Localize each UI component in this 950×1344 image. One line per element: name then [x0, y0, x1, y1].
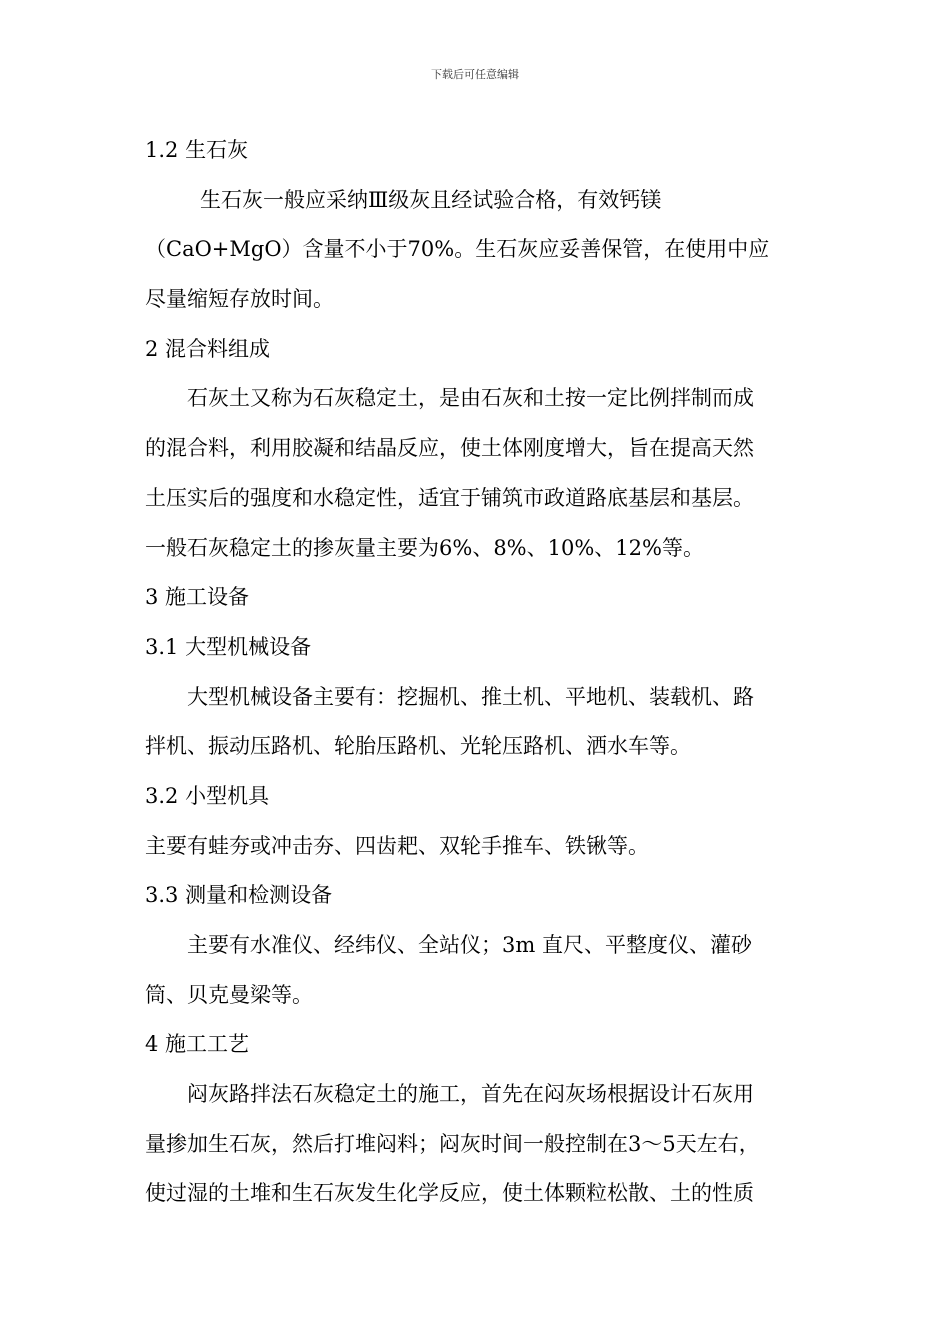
page-header: 下载后可任意编辑 [431, 68, 519, 81]
paragraph-line: 大型机械设备主要有：挖掘机、推土机、平地机、装载机、路 [187, 684, 754, 709]
document-body [145, 126, 810, 1219]
paragraph-line: （CaO+MgO）含量不小于70%。生石灰应妥善保管，在使用中应 [145, 237, 770, 262]
paragraph-line: 石灰土又称为石灰稳定土，是由石灰和土按一定比例拌制而成 [187, 386, 754, 411]
paragraph-line: 拌机、振动压路机、轮胎压路机、光轮压路机、洒水车等。 [145, 734, 691, 759]
paragraph-line: 闷灰路拌法石灰稳定土的施工，首先在闷灰场根据设计石灰用 [187, 1082, 754, 1107]
paragraph-line: 土压实后的强度和水稳定性，适宜于铺筑市政道路底基层和基层。 [145, 485, 754, 510]
section-heading-3-2: 3.2 小型机具 [145, 783, 270, 808]
section-heading-4: 4 施工工艺 [145, 1032, 250, 1057]
paragraph-line: 的混合料，利用胶凝和结晶反应，使土体刚度增大，旨在提高天然 [145, 436, 754, 461]
paragraph-line: 使过湿的土堆和生石灰发生化学反应，使土体颗粒松散、土的性质 [145, 1181, 754, 1206]
section-heading-3-3: 3.3 测量和检测设备 [145, 883, 333, 908]
paragraph-line: 一般石灰稳定土的掺灰量主要为6%、8%、10%、12%等。 [145, 535, 704, 560]
paragraph-line: 生石灰一般应采纳Ⅲ级灰且经试验合格，有效钙镁 [200, 187, 662, 212]
section-heading-1-2: 1.2 生石灰 [145, 138, 249, 162]
section-heading-3-1: 3.1 大型机械设备 [145, 634, 312, 659]
paragraph-line: 量掺加生石灰，然后打堆闷料；闷灰时间一般控制在3～5天左右， [145, 1131, 760, 1156]
paragraph-line: 主要有水准仪、经纬仪、全站仪；3m 直尺、平整度仪、灌砂 [187, 933, 752, 957]
paragraph-line: 筒、贝克曼梁等。 [145, 982, 313, 1007]
section-heading-2: 2 混合料组成 [145, 336, 271, 361]
paragraph-line: 主要有蛙夯或冲击夯、四齿耙、双轮手推车、铁锹等。 [145, 833, 649, 858]
section-heading-3: 3 施工设备 [145, 585, 250, 610]
paragraph-line: 尽量缩短存放时间。 [145, 287, 334, 312]
